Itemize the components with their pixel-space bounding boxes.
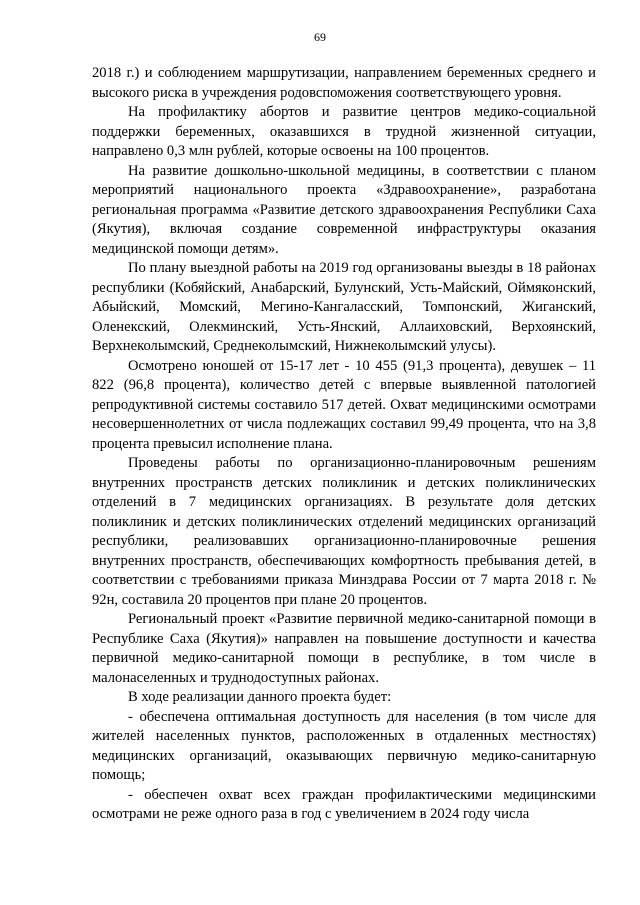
paragraph-1: 2018 г.) и соблюдением маршрутизации, направлением беременных среднего и высокого риска в учреждения родовспоможения соответствующего уровня.	[92, 65, 596, 101]
paragraph-5: Осмотрено юношей от 15-17 лет - 10 455 (91,3 процента), девушек – 11 822 (96,8 процента), количество детей с впервые выявленной патологией репродуктивной системы составило 517 детей. Охват медицинскими осмотрами несовершеннолетних от числа подлежащих составил 99,49 процента, что на 3,8 процента превысил исполнение плана.	[92, 357, 596, 452]
paragraph-7: Региональный проект «Развитие первичной медико-санитарной помощи в Республике Саха (Якутия)» направлен на повышение доступности и качества первичной медико-санитарной помощи в республике, в том числе в малонаселенных и труднодоступных районах.	[92, 611, 596, 686]
paragraph-6: Проведены работы по организационно-планировочным решениям внутренних пространств детских поликлиник и детских поликлинических отделений в 7 медицинских организациях. В результате доля детских поликлиник и детских поликлинических отделений медицинских организаций республики, реализовавших организационно-планировочные решения внутренних пространств, обеспечивающих комфортность пребывания детей, в соответствии с требованиями приказа Минздрава России от 7 марта 2018 г. № 92н, составила 20 процентов при плане 20 процентов.	[92, 455, 596, 608]
paragraph-2: На профилактику абортов и развитие центров медико-социальной поддержки беременных, оказавшихся в трудной жизненной ситуации, направлено 0,3 млн рублей, которые освоены на 100 процентов.	[92, 104, 596, 159]
document-body	[92, 64, 596, 825]
paragraph-8: В ходе реализации данного проекта будет:	[128, 689, 392, 705]
paragraph-4: По плану выездной работы на 2019 год организованы выезды в 18 районах республики (Кобяйский, Анабарский, Булунский, Усть-Майский, Оймяконский, Абыйский, Момский, Мегино-Кангаласский, Томпонский, Жиганский, Оленекский, Олекминский, Усть-Янский, Аллаиховский, Верхоянский, Верхнеколымский, Среднеколымский, Нижнеколымский улусы).	[92, 260, 596, 354]
list-item-1: - обеспечена оптимальная доступность для населения (в том числе для жителей населенных пунктов, расположенных в отдаленных местностях) медицинских организаций, оказывающих первичную медико-санитарную помощь;	[92, 708, 596, 783]
list-item-2: - обеспечен охват всех граждан профилактическими медицинскими осмотрами не реже одного раза в год с увеличением в 2024 году числа	[92, 786, 596, 822]
page-number: 69	[314, 30, 326, 44]
paragraph-3: На развитие дошкольно-школьной медицины, в соответствии с планом мероприятий национального проекта «Здравоохранение», разработана региональная программа «Развитие детского здравоохранения Республики Саха (Якутия), включая создание современной инфраструктуры оказания медицинской помощи детям».	[92, 162, 596, 257]
